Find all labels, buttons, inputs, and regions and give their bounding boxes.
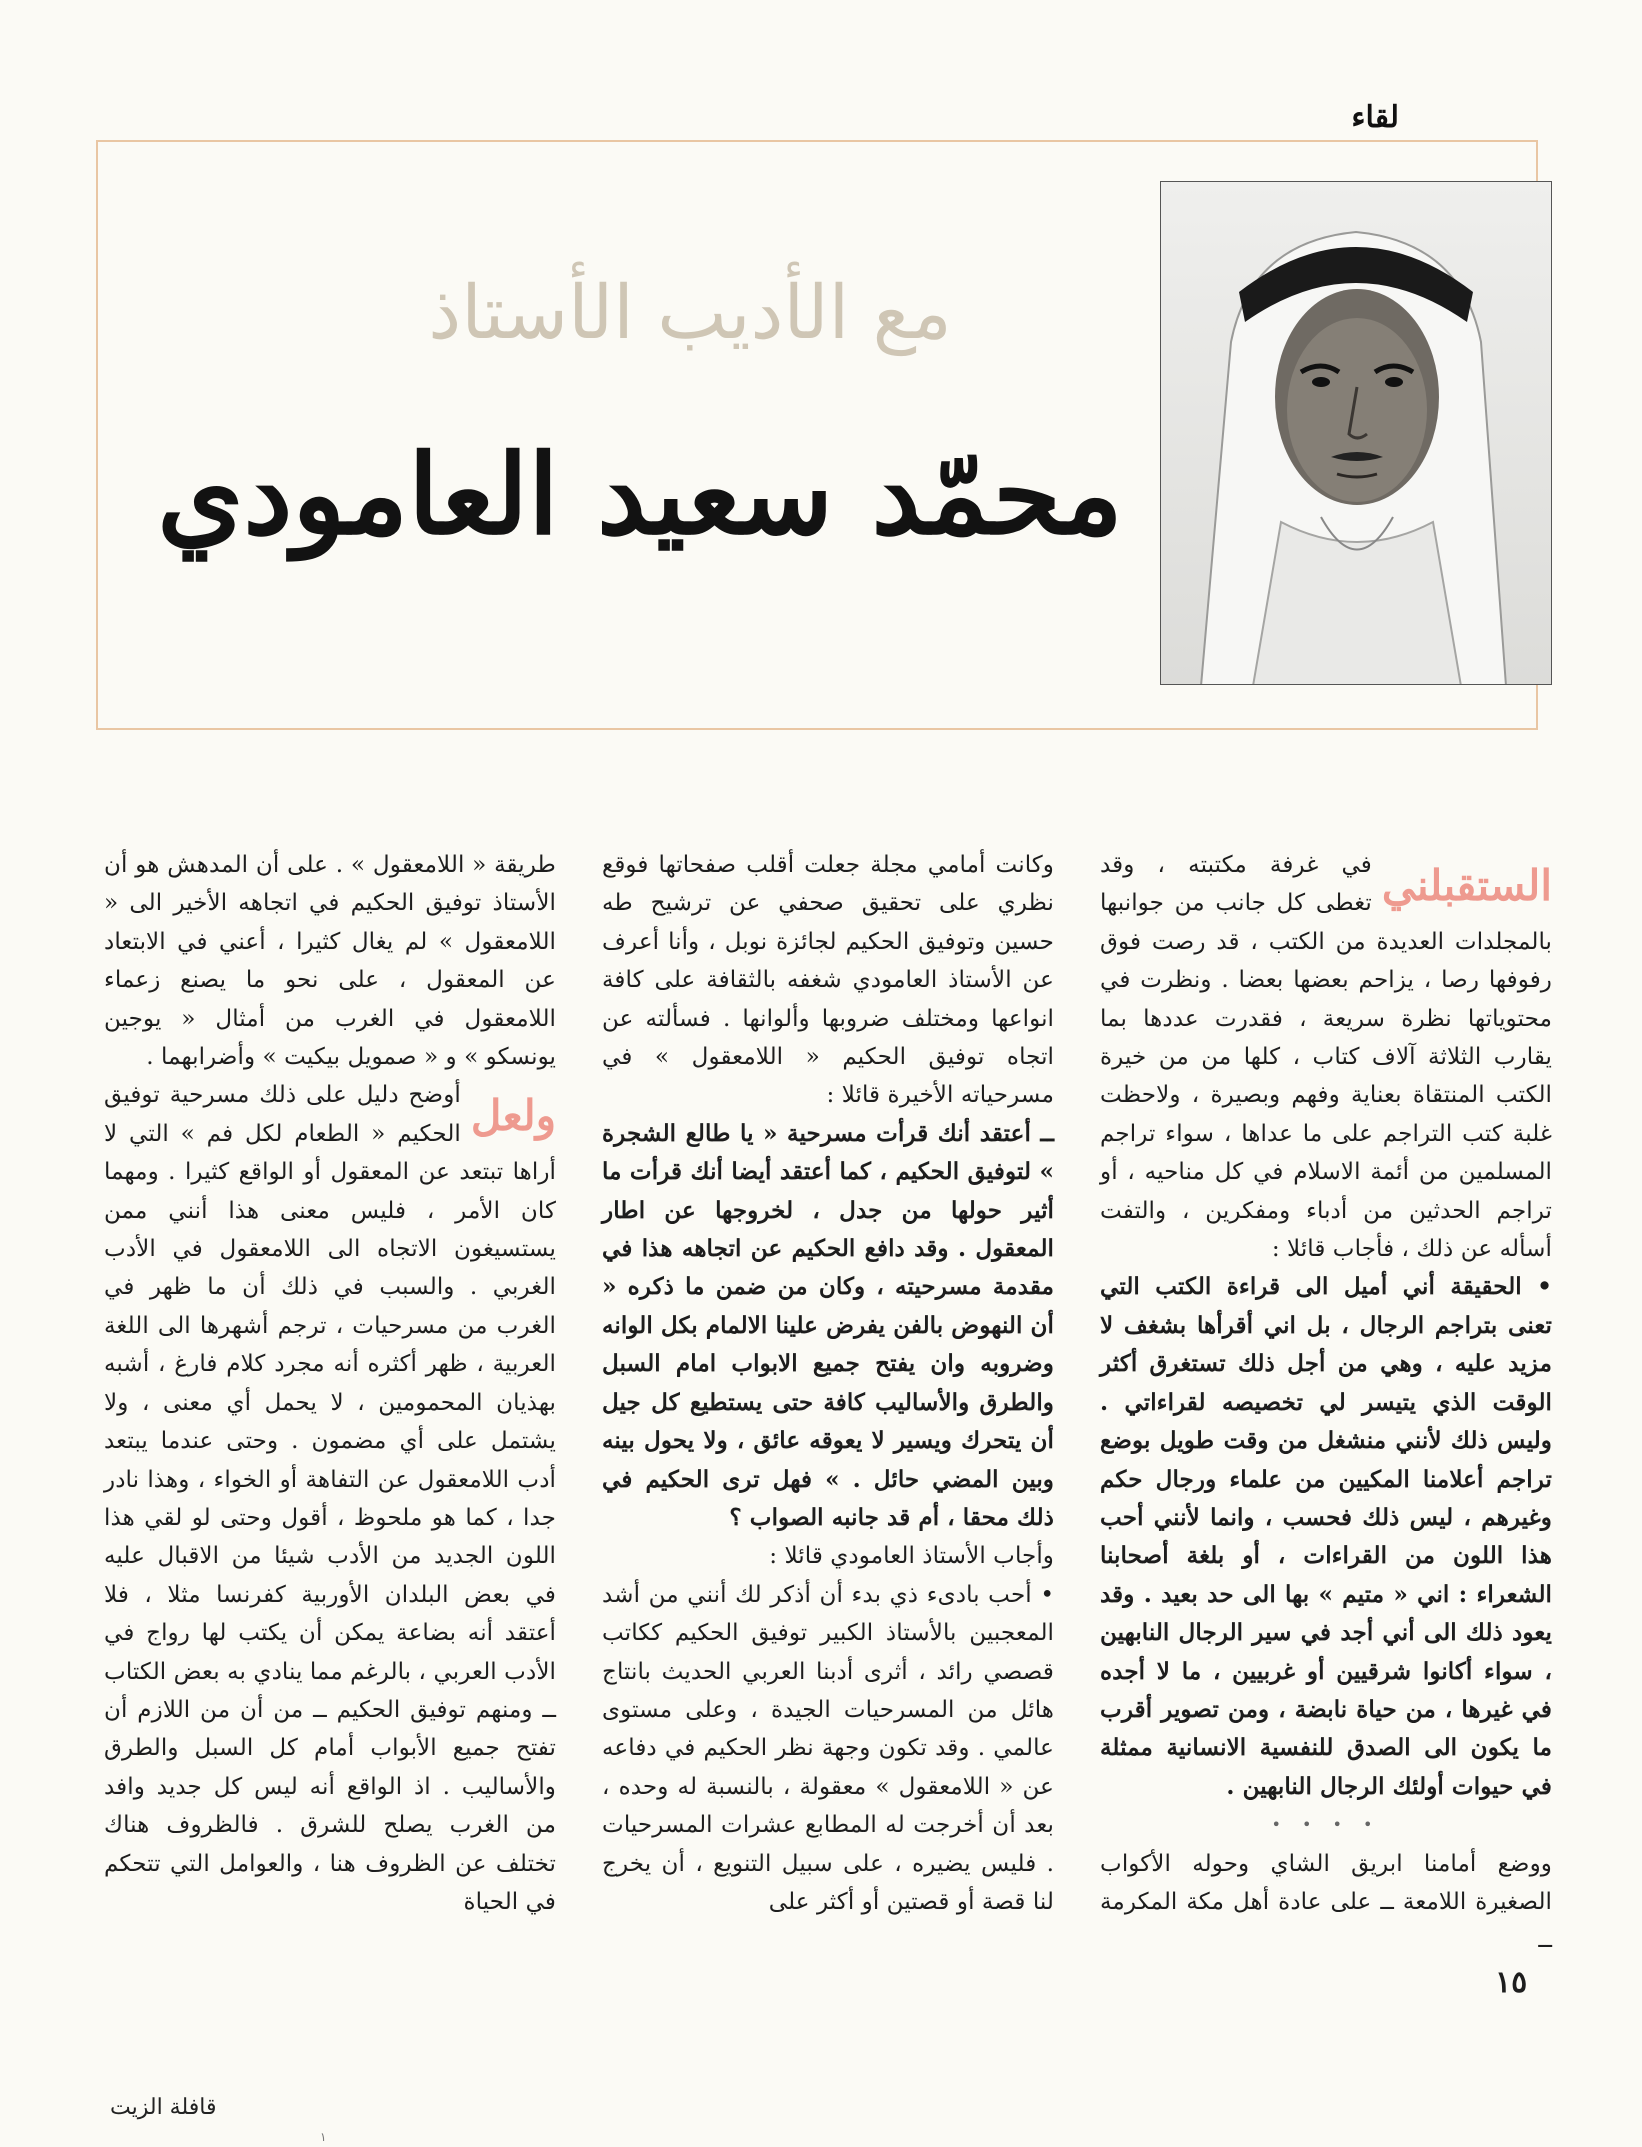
portrait-illustration	[1161, 182, 1552, 685]
person-name-title: محمّد سعيد العامودي	[157, 430, 1123, 559]
dropcap-word: ولعل	[470, 1091, 556, 1141]
question-paragraph: ــ أعتقد أنك قرأت مسرحية « يا طالع الشجرة » لتوفيق الحكيم ، كما أعتقد أيضا أنك قرأت ما أثير حولها من جدل ، لخروجها عن اطار المعقول . وقد دافع الحكيم عن اتجاهه هذا في مقدمة مسرحيته ، وكان من ضمن ما ذكره « أن النهوض بالفن يفرض علينا الالمام بكل الوانه وضروبه وان يفتح جميع الابواب امام السبل والطرق والأساليب كافة حتى يستطيع كل جيل أن يتحرك ويسير لا يعوقه عائق ، ولا يحول بينه وبين المضي حائل . » فهل ترى الحكيم في ذلك محقا ، أم قد جانبه الصواب ؟	[602, 1119, 1054, 1531]
section-divider: • • • •	[1271, 1815, 1381, 1835]
section-label: لقاء	[1351, 100, 1399, 135]
paragraph-intro	[1100, 846, 1552, 1268]
magazine-name: قافلة الزيت	[110, 2095, 217, 2120]
paragraph-with-dropcap	[104, 1076, 556, 1921]
paragraph-text: في غرفة مكتبته ، وقد تغطى كل جانب من جوانبها بالمجلدات العديدة من الكتب ، قد رصت فوق رفوفها رصا ، يزاحم بعضها بعضا . ونظرت في محتوياتها نظرة سريعة ، فقدرت عددها بما يقارب الثلاثة آلاف كتاب ، كلها من من خيرة الكتب المنتقاة بعناية وفهم وبصيرة ، ولاحظت غلبة كتب التراجم على ما عداها ، سواء تراجم المسلمين من أئمة الاسلام في كل مناحيه ، أو تراجم الحدثين من أدباء ومفكرين ، والتفت أسأله عن ذلك ، فأجاب قائلا :	[1100, 851, 1552, 1263]
answer-paragraph: • الحقيقة أني أميل الى قراءة الكتب التي تعنى بتراجم الرجال ، بل اني أقرأها بشغف لا مزيد عليه ، وهي من أجل ذلك تستغرق أكثر الوقت الذي يتيسر لي تخصيصه لقراءاتي . وليس ذلك لأنني منشغل من وقت طويل بوضع تراجم أعلامنا المكيين من علماء ورجال حكم وغيرهم ، ليس ذلك فحسب ، وانما لأنني أحب هذا اللون من القراءات ، أو بلغة أصحابنا الشعراء : اني « متيم » بها الى حد بعيد . وقد يعود ذلك الى أني أجد في سير الرجال النابهين ، سواء أكانوا شرقيين أو غربيين ، ما لا أجده في غيرها ، من حياة نابضة ، ومن تصوير أقرب ما يكون الى الصدق للنفسية الانسانية ممثلة في حيوات أولئك الرجال النابهين .	[1100, 1273, 1552, 1800]
article-column-3	[104, 846, 556, 1921]
paragraph-text: وكانت أمامي مجلة جعلت أقلب صفحاتها فوقع نظري على تحقيق صحفي عن ترشيح طه حسين وتوفيق الحكيم لجائزة نوبل ، وأنا أعرف عن الأستاذ العامودي شغفه بالثقافة على كافة انواعها ومختلف ضروبها وألوانها . فسألته عن اتجاه توفيق الحكيم « اللامعقول » في مسرحياته الأخيرة قائلا :	[602, 851, 1054, 1109]
subtitle: مع الأديب الأستاذ	[428, 270, 952, 356]
article-column-1	[1100, 846, 1552, 1960]
dropcap-word: الستقبلني	[1381, 861, 1552, 910]
paragraph-text: ووضع أمامنا ابريق الشاي وحوله الأكواب الصغيرة اللامعة ــ على عادة أهل مكة المكرمة ــ	[1100, 1849, 1552, 1954]
page-number: ١٥	[1495, 1965, 1528, 2000]
article-column-2	[602, 846, 1054, 1921]
paragraph-text: وأجاب الأستاذ العامودي قائلا :	[769, 1542, 1054, 1570]
portrait-photo	[1160, 181, 1552, 685]
paragraph-text: طريقة « اللامعقول » . على أن المدهش هو أن الأستاذ توفيق الحكيم في اتجاهه الأخير الى « اللامعقول » لم يغال كثيرا ، أعني في الابتعاد عن المعقول ، على نحو ما يصنع زعماء اللامعقول في الغرب من أمثال « يوجين يونسكو » و « صمويل بيكيت » وأضرابهما .	[104, 851, 556, 1071]
paragraph-text: أوضح دليل على ذلك مسرحية توفيق الحكيم « الطعام لكل فم » التي لا أراها تبتعد عن المعقول أو الواقع كثيرا . ومهما كان الأمر ، فليس معنى هذا أنني ممن يستسيغون الاتجاه الى اللامعقول في الأدب الغربي . والسبب في ذلك أن ما ظهر في الغرب من مسرحيات ، ترجم أشهرها الى اللغة العربية ، ظهر أكثره أنه مجرد كلام فارغ ، أشبه بهذيان المحمومين ، لا يحمل أي معنى ، ولا يشتمل على أي مضمون . وحتى عندما يبتعد أدب اللامعقول عن التفاهة أو الخواء ، وهذا نادر جدا ، كما هو ملحوظ ، أقول وحتى لو لقي هذا اللون الجديد من الأدب شيئا من الاقبال عليه في بعض البلدان الأوربية كفرنسا مثلا ، فلا أعتقد أنه بضاعة يمكن أن يكتب لها رواج في الأدب العربي ، بالرغم مما ينادي به بعض الكتاب ــ ومنهم توفيق الحكيم ــ من أن من اللازم أن تفتح جميع الأبواب أمام كل السبل والطرق والأساليب . اذ الواقع أنه ليس كل جديد وافد من الغرب يصلح للشرق . فالظروف هناك تختلف عن الظروف هنا ، والعوامل التي تتحكم في الحياة	[104, 1081, 556, 1915]
footer-mark: ١	[320, 2130, 327, 2144]
answer-paragraph: • أحب بادىء ذي بدء أن أذكر لك أنني من أشد المعجبين بالأستاذ الكبير توفيق الحكيم ككاتب قصصي رائد ، أثرى أدبنا العربي الحديث بانتاج هائل من المسرحيات الجيدة ، وعلى مستوى عالمي . وقد تكون وجهة نظر الحكيم في دفاعه عن « اللامعقول » معقولة ، بالنسبة له وحده ، بعد أن أخرجت له المطابع عشرات المسرحيات . فليس يضيره ، على سبيل التنويع ، أن يخرج لنا قصة أو قصتين أو أكثر على	[602, 1580, 1054, 1915]
